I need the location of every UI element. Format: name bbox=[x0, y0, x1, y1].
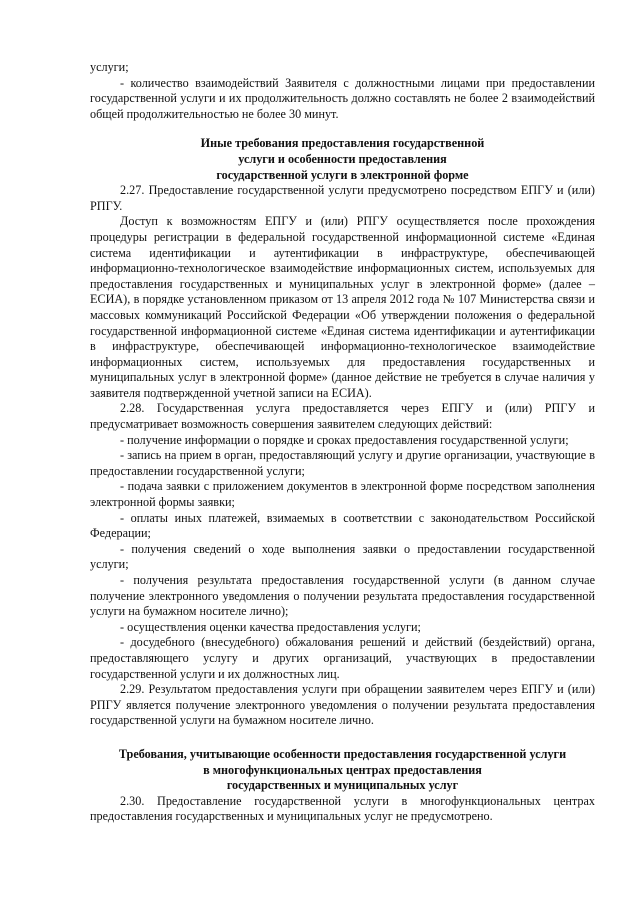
paragraph-2-28: 2.28. Государственная услуга предоставляется через ЕПГУ и (или) РПГУ и предусматривает возможность совершения заявителем следующих действий: bbox=[90, 401, 595, 432]
list-item-action: - оплаты иных платежей, взимаемых в соответствии с законодательством Российской Федерации; bbox=[90, 510, 595, 541]
list-item-action: - досудебного (внесудебного) обжалования решений и действий (бездействий) органа, предоставляющего услугу и других организаций, участвующих в предоставлении государственной услуги и их должностных лиц. bbox=[90, 635, 595, 681]
paragraph-2-29: 2.29. Результатом предоставления услуги при обращении заявителем через ЕПГУ и (или) РПГУ является получение электронного уведомления о получении результата предоставления государственной услуги на бумажном носителе лично. bbox=[90, 682, 595, 728]
paragraph-access: Доступ к возможностям ЕПГУ и (или) РПГУ осуществляется после прохождения процедуры регистрации в федеральной государственной информационной системе «Единая система идентификации и аутентификации в инфраструктуре, обеспечивающей информационно-технологическое взаимодействие информационных систем, используемых для предоставления государственных и муниципальных услуг в электронной форме» (далее – ЕСИА), в порядке установленном приказом от 13 апреля 2012 года № 107 Министерства связи и массовых коммуникаций Российской Федерации «Об утверждении положения о федеральной государственной информационной системе «Единая система идентификации и аутентификации в инфраструктуре, обеспечивающей информационно-технологическое взаимодействие информационных систем, используемых для предоставления государственных и муниципальных услуг в электронной форме» (данное действие не требуется в случае наличия у заявителя подтвержденной учетной записи на ЕСИА). bbox=[90, 214, 595, 400]
heading-line: Иные требования предоставления государственной bbox=[200, 136, 485, 151]
paragraph-2-27: 2.27. Предоставление государственной услуги предусмотрено посредством ЕПГУ и (или) РПГУ. bbox=[90, 183, 595, 213]
list-item-action: - подача заявки с приложением документов в электронной форме посредством заполнения электронной формы заявки; bbox=[90, 479, 595, 510]
heading-line: в многофункциональных центрах предоставления bbox=[203, 762, 482, 777]
paragraph-continuation: услуги; bbox=[90, 60, 129, 74]
heading-line: государственных и муниципальных услуг bbox=[226, 778, 459, 793]
list-item-action: - получения сведений о ходе выполнения заявки о предоставлении государственной услуги; bbox=[90, 541, 595, 572]
heading-line: услуги и особенности предоставления bbox=[238, 151, 447, 166]
document-body bbox=[90, 60, 595, 825]
list-item-interactions: - количество взаимодействий Заявителя с должностными лицами при предоставлении государственной услуги и их продолжительность должно составлять не более 2 взаимодействий общей продолжительностью не более 30 минут. bbox=[90, 75, 595, 121]
paragraph-2-30: 2.30. Предоставление государственной услуги в многофункциональных центрах предоставления государственных и муниципальных услуг не предусмотрено. bbox=[90, 793, 595, 824]
list-item-action: - получения результата предоставления государственной услуги (в данном случае получение электронного уведомления о получении результата предоставления государственной услуги на бумажном носителе лично); bbox=[90, 573, 595, 619]
list-item-action: - осуществления оценки качества предоставления услуги; bbox=[120, 619, 421, 634]
list-item-action: - получение информации о порядке и сроках предоставления государственной услуги; bbox=[120, 432, 569, 447]
heading-line: Требования, учитывающие особенности предоставления государственной услуги bbox=[118, 746, 567, 761]
heading-line: государственной услуги в электронной форме bbox=[216, 167, 469, 182]
list-item-action: - запись на прием в орган, предоставляющий услугу и другие организации, участвующие в предоставлении государственной услуги; bbox=[90, 448, 595, 478]
